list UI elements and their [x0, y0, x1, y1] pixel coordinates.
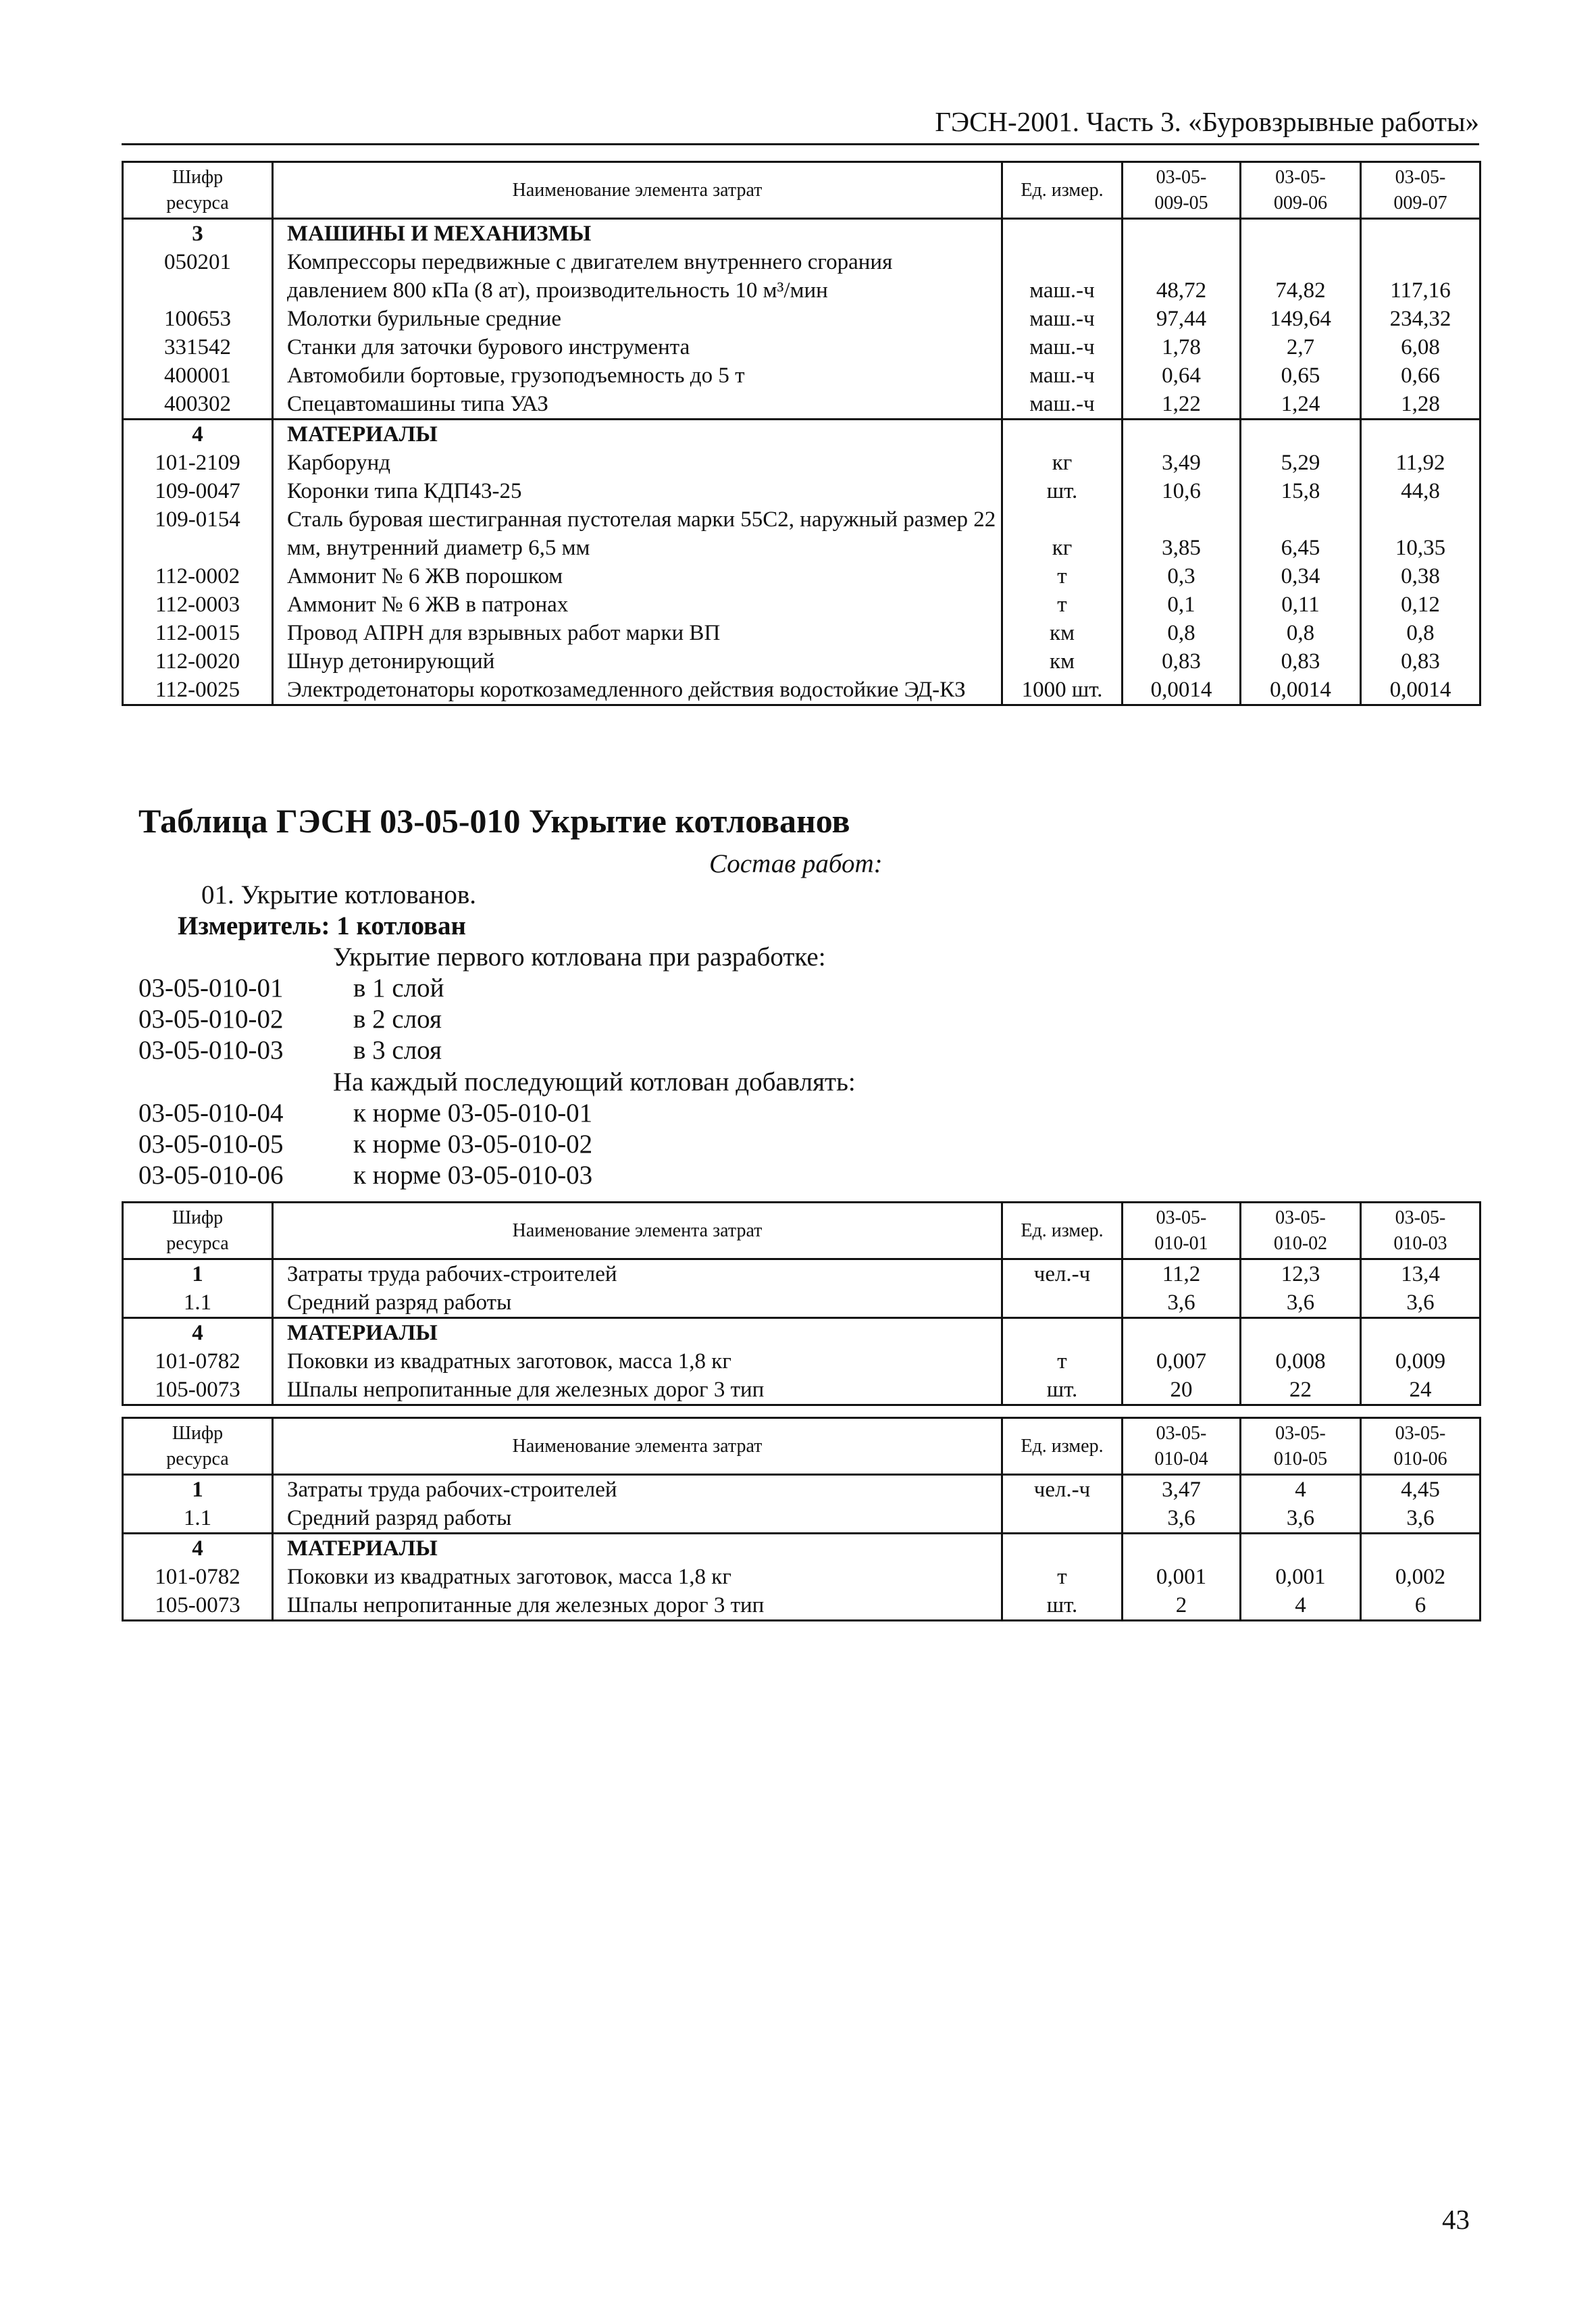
- resource-name: Спецавтомашины типа УАЗ: [273, 390, 1002, 420]
- column-header-norm: 03-05- 009-05: [1123, 162, 1241, 219]
- table-row: [123, 619, 1481, 647]
- column-header-norm: 03-05- 009-06: [1241, 162, 1361, 219]
- norm-value: 0,0014: [1361, 676, 1481, 705]
- norm-value: 0,3: [1123, 562, 1241, 590]
- norm-value: 234,32: [1361, 305, 1481, 333]
- column-header-unit: Ед. измер.: [1002, 1418, 1123, 1475]
- norm-value: 6,08: [1361, 333, 1481, 361]
- norm-value: 5,29: [1241, 449, 1361, 477]
- group1-heading: Укрытие первого котлована при разработке:: [333, 942, 826, 972]
- resource-code: 109-0047: [123, 477, 273, 505]
- resource-code: 101-0782: [123, 1347, 273, 1376]
- norm-value: 3,85: [1123, 505, 1241, 562]
- table-row: [123, 562, 1481, 590]
- unit-of-measure: маш.-ч: [1002, 248, 1123, 305]
- section-code: 4: [123, 1534, 273, 1563]
- empty-cell: [1361, 219, 1481, 249]
- meter-unit: Измеритель: 1 котлован: [178, 911, 467, 940]
- page-number: 43: [1442, 2204, 1470, 2235]
- norm-value: 6,45: [1241, 505, 1361, 562]
- norm-value: 10,35: [1361, 505, 1481, 562]
- section-row: [123, 219, 1481, 249]
- unit-of-measure: т: [1002, 562, 1123, 590]
- norm-value: 6: [1361, 1591, 1481, 1621]
- unit-of-measure: км: [1002, 647, 1123, 676]
- norm-value: 3,6: [1361, 1288, 1481, 1318]
- table-row: [123, 1376, 1481, 1405]
- norm-value: 1,28: [1361, 390, 1481, 420]
- table-row: [123, 449, 1481, 477]
- table-row: [123, 361, 1481, 390]
- resource-name: Средний разряд работы: [273, 1504, 1002, 1534]
- norm-value: 22: [1241, 1376, 1361, 1405]
- resource-name: Аммонит № 6 ЖВ в патронах: [273, 590, 1002, 619]
- norm-value: 2: [1123, 1591, 1241, 1621]
- unit-of-measure: т: [1002, 590, 1123, 619]
- resource-code: 1: [123, 1475, 273, 1505]
- unit-of-measure: маш.-ч: [1002, 333, 1123, 361]
- resource-name: Шпалы непропитанные для железных дорог 3 тип: [273, 1591, 1002, 1621]
- unit-of-measure: чел.-ч: [1002, 1475, 1123, 1505]
- unit-of-measure: кг: [1002, 449, 1123, 477]
- unit-of-measure: т: [1002, 1347, 1123, 1376]
- table-row: [123, 248, 1481, 305]
- empty-cell: [1361, 1534, 1481, 1563]
- header-row: [123, 162, 1481, 219]
- resource-code: 112-0020: [123, 647, 273, 676]
- norm-value: 48,72: [1123, 248, 1241, 305]
- norm-value: 0,83: [1361, 647, 1481, 676]
- norm-code: 03-05-010-05: [138, 1130, 284, 1159]
- empty-cell: [1002, 420, 1123, 449]
- group2-heading: На каждый последующий котлован добавлять:: [333, 1067, 856, 1097]
- empty-cell: [1123, 219, 1241, 249]
- norm-description: к норме 03-05-010-01: [353, 1099, 593, 1128]
- table-title: Таблица ГЭСН 03-05-010 Укрытие котлованов: [138, 802, 850, 840]
- norm-value: 0,66: [1361, 361, 1481, 390]
- resource-name: Компрессоры передвижные с двигателем внутреннего сгорания давлением 800 кПа (8 ат), производительность 10 м³/мин: [273, 248, 1002, 305]
- unit-of-measure: чел.-ч: [1002, 1259, 1123, 1289]
- column-header-name: Наименование элемента затрат: [273, 1203, 1002, 1259]
- column-header-norm: 03-05- 010-04: [1123, 1418, 1241, 1475]
- table-row: [123, 305, 1481, 333]
- resource-code: 105-0073: [123, 1376, 273, 1405]
- norm-value: 24: [1361, 1376, 1481, 1405]
- column-header-code: Шифр ресурса: [123, 1203, 273, 1259]
- norm-value: 0,0014: [1241, 676, 1361, 705]
- norm-value: 1,78: [1123, 333, 1241, 361]
- unit-of-measure: [1002, 1288, 1123, 1318]
- section-row: [123, 1534, 1481, 1563]
- norm-code: 03-05-010-04: [138, 1099, 284, 1128]
- resource-code: 105-0073: [123, 1591, 273, 1621]
- norm-value: 0,34: [1241, 562, 1361, 590]
- resource-code: 050201: [123, 248, 273, 305]
- resource-name: Аммонит № 6 ЖВ порошком: [273, 562, 1002, 590]
- section-title: МАТЕРИАЛЫ: [273, 420, 1002, 449]
- table-row: [123, 505, 1481, 562]
- table-row: [123, 333, 1481, 361]
- resource-code: 112-0002: [123, 562, 273, 590]
- norm-description: в 1 слой: [353, 974, 444, 1003]
- norm-value: 3,6: [1241, 1504, 1361, 1534]
- resource-name: Средний разряд работы: [273, 1288, 1002, 1318]
- table-row: [123, 647, 1481, 676]
- norm-code: 03-05-010-06: [138, 1161, 284, 1190]
- table-row: [123, 590, 1481, 619]
- norm-value: 4: [1241, 1591, 1361, 1621]
- resource-name: Карборунд: [273, 449, 1002, 477]
- table-row: [123, 1591, 1481, 1621]
- resource-code: 1: [123, 1259, 273, 1289]
- norm-value: 0,65: [1241, 361, 1361, 390]
- norm-value: 0,009: [1361, 1347, 1481, 1376]
- norm-value: 3,6: [1241, 1288, 1361, 1318]
- resource-table-010-b: [122, 1417, 1481, 1621]
- table-row: [123, 390, 1481, 420]
- section-title: МАТЕРИАЛЫ: [273, 1318, 1002, 1348]
- header-row: [123, 1203, 1481, 1259]
- resource-code: 400302: [123, 390, 273, 420]
- norm-description: в 3 слоя: [353, 1036, 442, 1065]
- column-header-norm: 03-05- 010-06: [1361, 1418, 1481, 1475]
- resource-name: Поковки из квадратных заготовок, масса 1,8 кг: [273, 1563, 1002, 1591]
- section-title: МАШИНЫ И МЕХАНИЗМЫ: [273, 219, 1002, 249]
- resource-name: Коронки типа КДП43-25: [273, 477, 1002, 505]
- empty-cell: [1361, 420, 1481, 449]
- norm-value: 10,6: [1123, 477, 1241, 505]
- norm-description: в 2 слоя: [353, 1005, 442, 1034]
- norm-value: 20: [1123, 1376, 1241, 1405]
- norm-value: 0,002: [1361, 1563, 1481, 1591]
- unit-of-measure: маш.-ч: [1002, 361, 1123, 390]
- table-row: [123, 477, 1481, 505]
- running-header: ГЭСН-2001. Часть 3. «Буровзрывные работы»: [935, 106, 1479, 137]
- header-rule: [122, 143, 1479, 145]
- resource-name: Сталь буровая шестигранная пустотелая марки 55С2, наружный размер 22 мм, внутренний диаметр 6,5 мм: [273, 505, 1002, 562]
- norm-value: 1,22: [1123, 390, 1241, 420]
- resource-code: 112-0025: [123, 676, 273, 705]
- column-header-norm: 03-05- 010-01: [1123, 1203, 1241, 1259]
- resource-table-009: [122, 161, 1481, 706]
- column-header-name: Наименование элемента затрат: [273, 1418, 1002, 1475]
- norm-value: 1,24: [1241, 390, 1361, 420]
- norm-value: 0,008: [1241, 1347, 1361, 1376]
- unit-of-measure: кг: [1002, 505, 1123, 562]
- norm-value: 4: [1241, 1475, 1361, 1505]
- resource-code: 331542: [123, 333, 273, 361]
- norm-value: 97,44: [1123, 305, 1241, 333]
- column-header-code: Шифр ресурса: [123, 162, 273, 219]
- column-header-norm: 03-05- 010-02: [1241, 1203, 1361, 1259]
- empty-cell: [1241, 1318, 1361, 1348]
- column-header-norm: 03-05- 010-03: [1361, 1203, 1481, 1259]
- norm-value: 44,8: [1361, 477, 1481, 505]
- section-row: [123, 420, 1481, 449]
- table-row: [123, 676, 1481, 705]
- empty-cell: [1002, 1318, 1123, 1348]
- norm-value: 117,16: [1361, 248, 1481, 305]
- norm-value: 0,64: [1123, 361, 1241, 390]
- resource-name: Станки для заточки бурового инструмента: [273, 333, 1002, 361]
- norm-value: 15,8: [1241, 477, 1361, 505]
- section-code: 4: [123, 420, 273, 449]
- norm-description: к норме 03-05-010-03: [353, 1161, 593, 1190]
- resource-name: Провод АПРН для взрывных работ марки ВП: [273, 619, 1002, 647]
- norm-value: 3,6: [1123, 1504, 1241, 1534]
- resource-name: Молотки бурильные средние: [273, 305, 1002, 333]
- resource-code: 100653: [123, 305, 273, 333]
- norm-value: 4,45: [1361, 1475, 1481, 1505]
- norm-value: 3,6: [1123, 1288, 1241, 1318]
- unit-of-measure: т: [1002, 1563, 1123, 1591]
- resource-name: Шнур детонирующий: [273, 647, 1002, 676]
- column-header-unit: Ед. измер.: [1002, 162, 1123, 219]
- resource-code: 112-0003: [123, 590, 273, 619]
- work-composition-heading: Состав работ:: [709, 849, 883, 878]
- norm-value: 2,7: [1241, 333, 1361, 361]
- resource-name: Поковки из квадратных заготовок, масса 1,8 кг: [273, 1347, 1002, 1376]
- table-row: [123, 1475, 1481, 1505]
- work-item: 01. Укрытие котлованов.: [201, 880, 477, 909]
- unit-of-measure: км: [1002, 619, 1123, 647]
- resource-code: 112-0015: [123, 619, 273, 647]
- column-header-norm: 03-05- 009-07: [1361, 162, 1481, 219]
- resource-code: 109-0154: [123, 505, 273, 562]
- empty-cell: [1123, 420, 1241, 449]
- unit-of-measure: маш.-ч: [1002, 390, 1123, 420]
- resource-name: Шпалы непропитанные для железных дорог 3 тип: [273, 1376, 1002, 1405]
- norm-value: 13,4: [1361, 1259, 1481, 1289]
- resource-table-010-a: [122, 1201, 1481, 1406]
- empty-cell: [1123, 1534, 1241, 1563]
- unit-of-measure: шт.: [1002, 477, 1123, 505]
- unit-of-measure: шт.: [1002, 1591, 1123, 1621]
- norm-value: 11,2: [1123, 1259, 1241, 1289]
- norm-value: 3,49: [1123, 449, 1241, 477]
- norm-value: 0,007: [1123, 1347, 1241, 1376]
- table-row: [123, 1259, 1481, 1289]
- norm-value: 74,82: [1241, 248, 1361, 305]
- norm-value: 0,001: [1241, 1563, 1361, 1591]
- norm-value: 0,8: [1361, 619, 1481, 647]
- norm-value: 0,8: [1241, 619, 1361, 647]
- empty-cell: [1241, 420, 1361, 449]
- resource-code: 101-2109: [123, 449, 273, 477]
- resource-name: Электродетонаторы короткозамедленного действия водостойкие ЭД-КЗ: [273, 676, 1002, 705]
- norm-value: 0,1: [1123, 590, 1241, 619]
- empty-cell: [1002, 219, 1123, 249]
- norm-value: 0,38: [1361, 562, 1481, 590]
- resource-code: 1.1: [123, 1504, 273, 1534]
- norm-value: 0,12: [1361, 590, 1481, 619]
- norm-value: 0,11: [1241, 590, 1361, 619]
- norm-value: 0,8: [1123, 619, 1241, 647]
- unit-of-measure: маш.-ч: [1002, 305, 1123, 333]
- norm-description: к норме 03-05-010-02: [353, 1130, 593, 1159]
- norm-code: 03-05-010-01: [138, 974, 284, 1003]
- norm-value: 11,92: [1361, 449, 1481, 477]
- column-header-unit: Ед. измер.: [1002, 1203, 1123, 1259]
- column-header-name: Наименование элемента затрат: [273, 162, 1002, 219]
- table-row: [123, 1347, 1481, 1376]
- norm-value: 149,64: [1241, 305, 1361, 333]
- empty-cell: [1002, 1534, 1123, 1563]
- table-row: [123, 1504, 1481, 1534]
- norm-code: 03-05-010-03: [138, 1036, 284, 1065]
- resource-name: Затраты труда рабочих-строителей: [273, 1475, 1002, 1505]
- empty-cell: [1241, 1534, 1361, 1563]
- resource-name: Автомобили бортовые, грузоподъемность до 5 т: [273, 361, 1002, 390]
- resource-code: 1.1: [123, 1288, 273, 1318]
- norm-code: 03-05-010-02: [138, 1005, 284, 1034]
- norm-value: 3,6: [1361, 1504, 1481, 1534]
- resource-code: 101-0782: [123, 1563, 273, 1591]
- section-code: 4: [123, 1318, 273, 1348]
- unit-of-measure: шт.: [1002, 1376, 1123, 1405]
- unit-of-measure: [1002, 1504, 1123, 1534]
- column-header-norm: 03-05- 010-05: [1241, 1418, 1361, 1475]
- section-title: МАТЕРИАЛЫ: [273, 1534, 1002, 1563]
- header-row: [123, 1418, 1481, 1475]
- norm-value: 0,83: [1241, 647, 1361, 676]
- column-header-code: Шифр ресурса: [123, 1418, 273, 1475]
- norm-value: 0,001: [1123, 1563, 1241, 1591]
- norm-value: 3,47: [1123, 1475, 1241, 1505]
- table-row: [123, 1288, 1481, 1318]
- norm-value: 0,0014: [1123, 676, 1241, 705]
- resource-code: 400001: [123, 361, 273, 390]
- resource-name: Затраты труда рабочих-строителей: [273, 1259, 1002, 1289]
- norm-value: 0,83: [1123, 647, 1241, 676]
- table-row: [123, 1563, 1481, 1591]
- section-row: [123, 1318, 1481, 1348]
- unit-of-measure: 1000 шт.: [1002, 676, 1123, 705]
- empty-cell: [1241, 219, 1361, 249]
- empty-cell: [1123, 1318, 1241, 1348]
- empty-cell: [1361, 1318, 1481, 1348]
- section-code: 3: [123, 219, 273, 249]
- norm-value: 12,3: [1241, 1259, 1361, 1289]
